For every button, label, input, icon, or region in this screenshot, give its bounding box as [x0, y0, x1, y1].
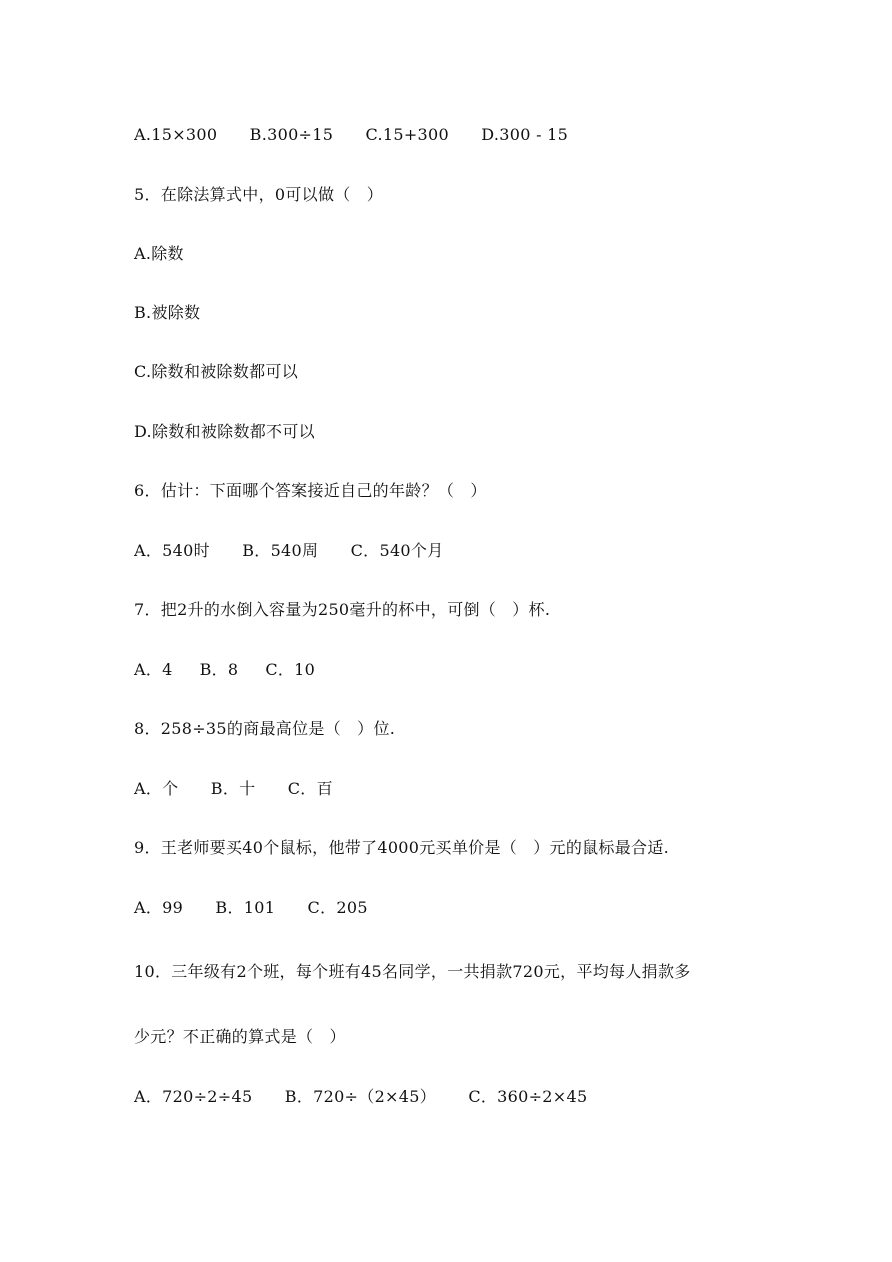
- q5-option-a: A.除数: [134, 244, 184, 263]
- q6-options: A．540时 B．540周 C．540个月: [134, 541, 444, 560]
- q5-option-d: D.除数和被除数都不可以: [134, 422, 315, 441]
- q5-option-b: B.被除数: [134, 303, 201, 322]
- q5-question: 5．在除法算式中，0可以做（ ）: [134, 185, 384, 204]
- q10-question-line1: 10．三年级有2个班，每个班有45名同学，一共捐款720元，平均每人捐款多: [134, 962, 691, 981]
- q8-question: 8．258÷35的商最高位是（ ）位.: [134, 719, 396, 738]
- q6-question: 6．估计：下面哪个答案接近自己的年龄？（ ）: [134, 481, 487, 500]
- q9-options: A．99 B．101 C．205: [134, 898, 368, 917]
- q10-question-line2: 少元？不正确的算式是（ ）: [134, 1027, 346, 1046]
- q8-options: A．个 B．十 C．百: [134, 779, 333, 798]
- q9-question: 9．王老师要买40个鼠标，他带了4000元买单价是（ ）元的鼠标最合适.: [134, 838, 670, 857]
- q7-question: 7．把2升的水倒入容量为250毫升的杯中，可倒（ ）杯.: [134, 600, 551, 619]
- q4-options: A.15×300 B.300÷15 C.15+300 D.300 - 15: [134, 125, 569, 144]
- q7-options: A．4 B．8 C．10: [134, 660, 316, 679]
- q5-option-c: C.除数和被除数都可以: [134, 362, 299, 381]
- q10-options: A．720÷2÷45 B．720÷（2×45） C．360÷2×45: [134, 1087, 588, 1106]
